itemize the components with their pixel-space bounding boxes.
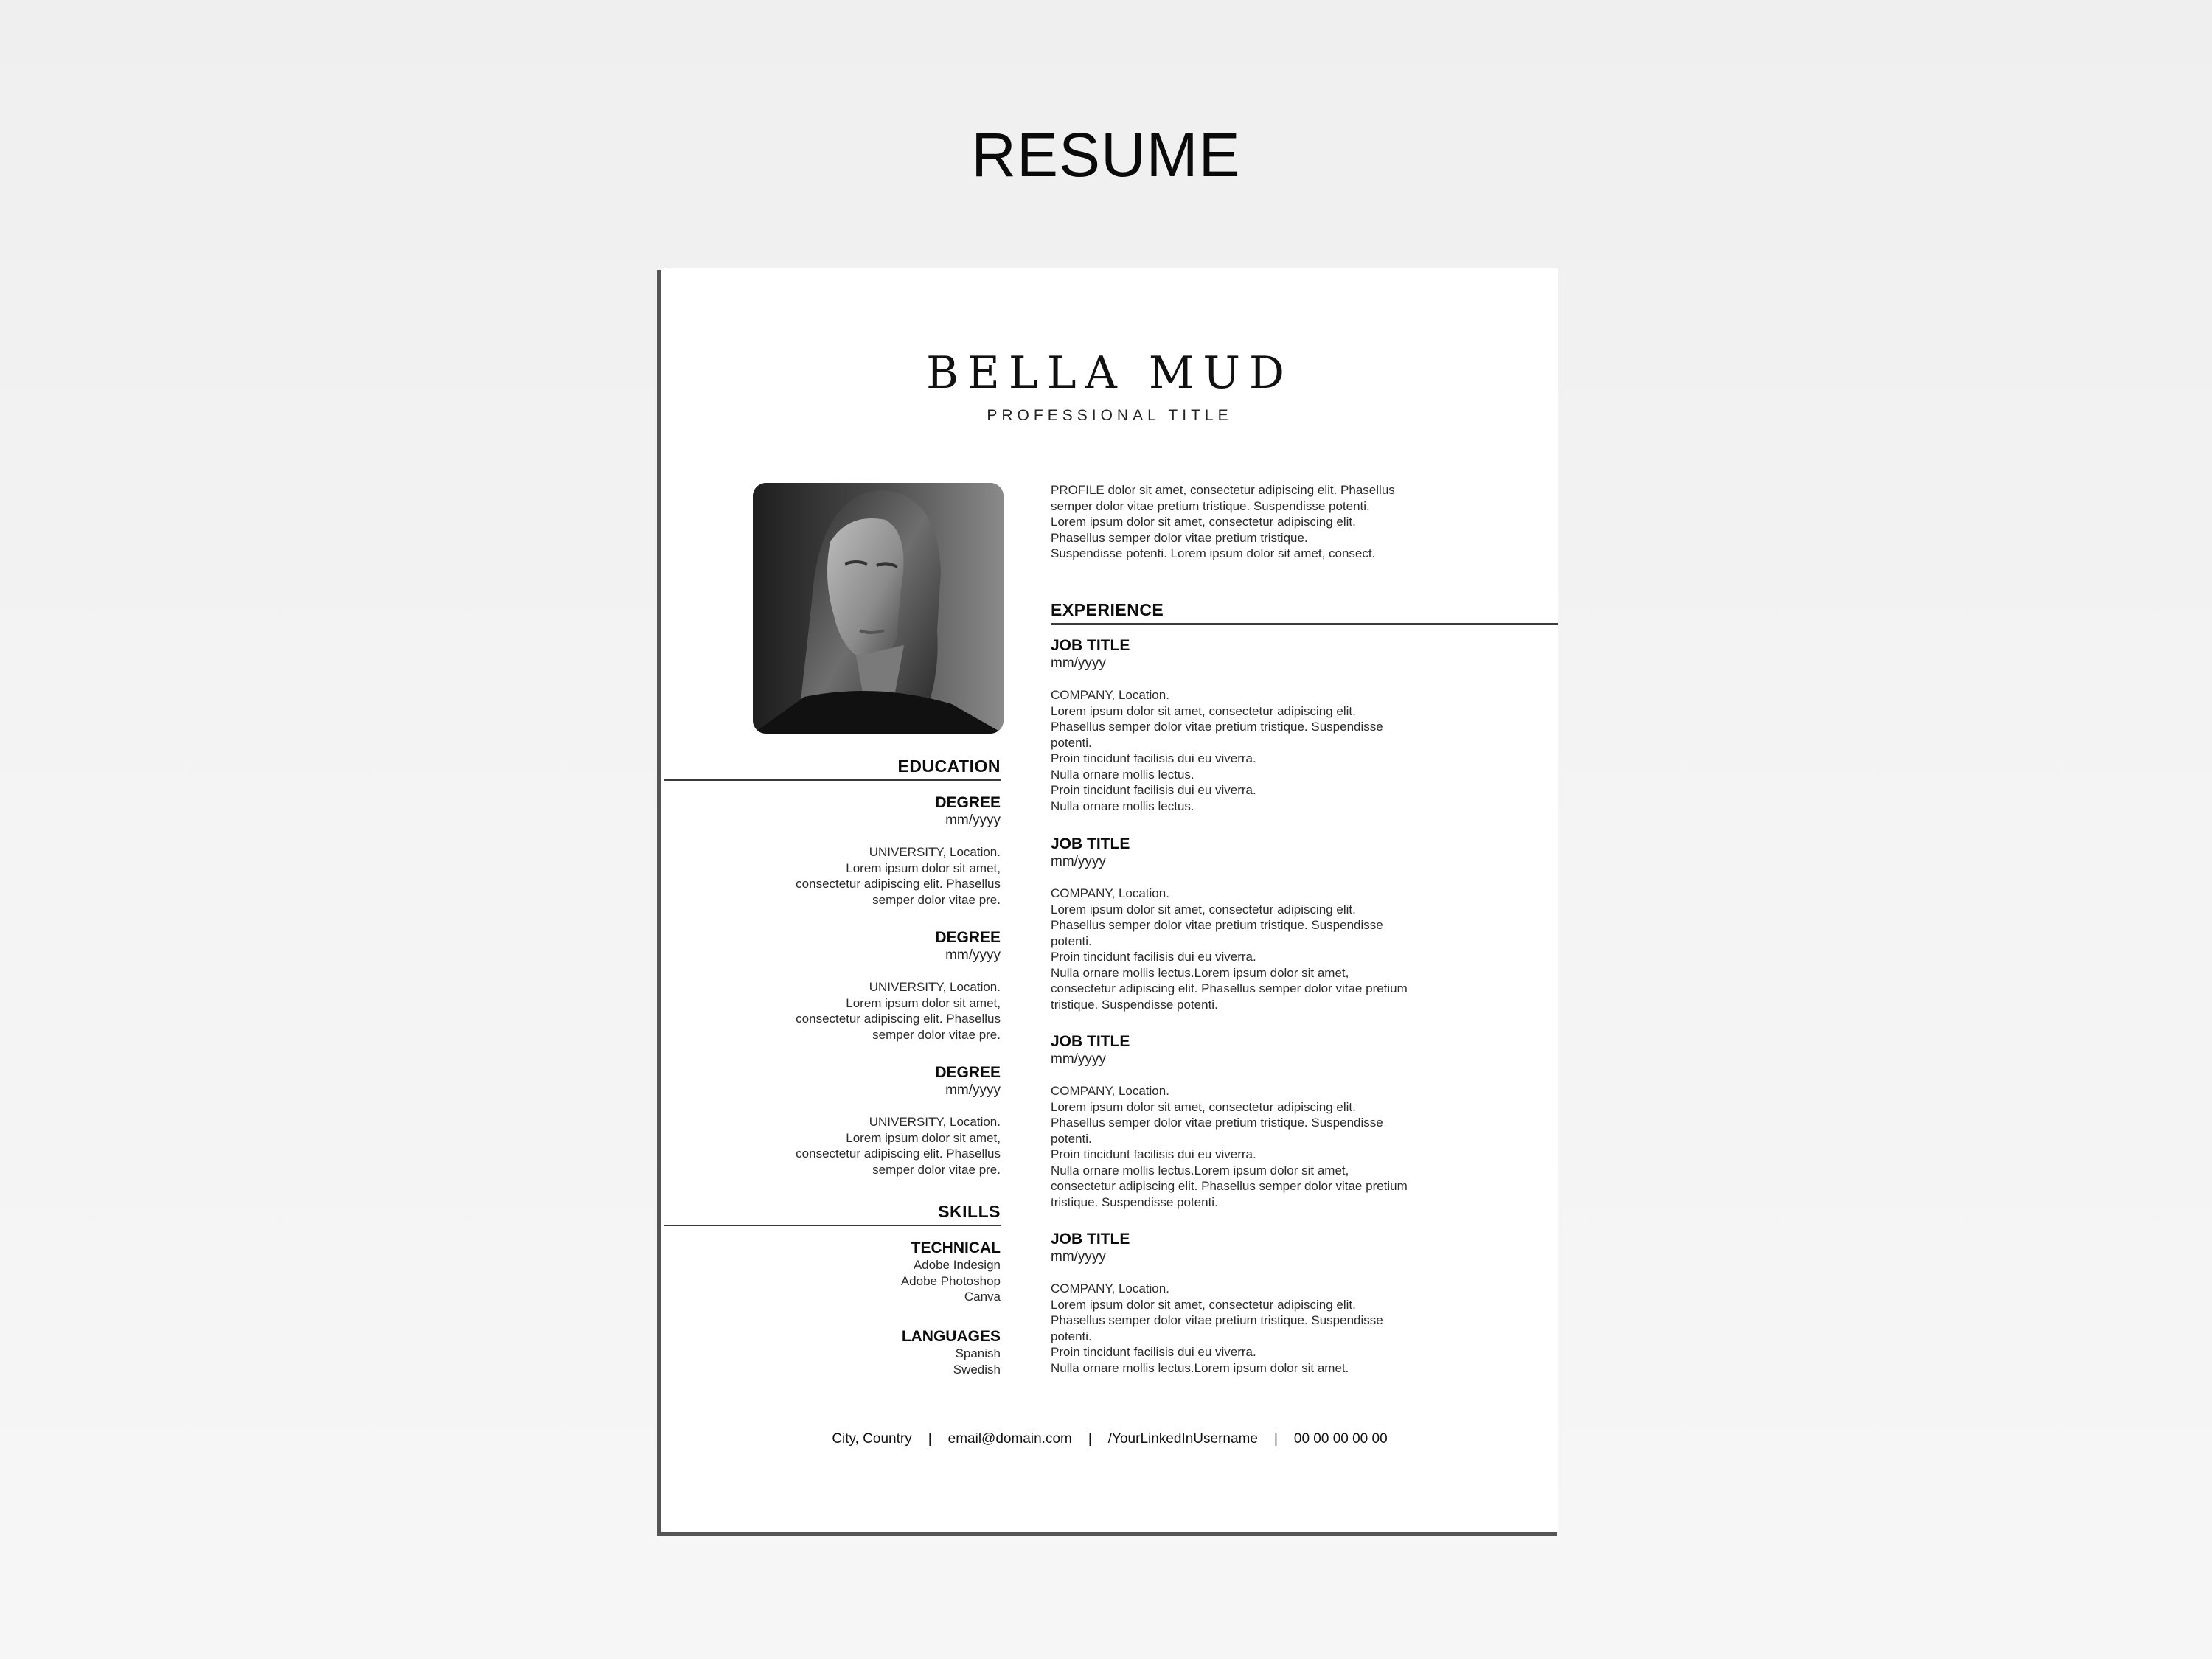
job-title: JOB TITLE bbox=[1051, 1033, 1130, 1050]
professional-title: PROFESSIONAL TITLE bbox=[987, 407, 1233, 424]
languages-skills bbox=[691, 1328, 1001, 1377]
footer-email: email@domain.com bbox=[947, 1431, 1072, 1447]
education-heading: EDUCATION bbox=[897, 757, 1001, 776]
degree-title: DEGREE bbox=[935, 1064, 1001, 1081]
contact-footer bbox=[661, 1431, 1558, 1447]
job-date: mm/yyyy bbox=[1051, 1051, 1106, 1067]
footer-separator: | bbox=[1088, 1431, 1092, 1447]
experience-divider bbox=[1051, 623, 1558, 625]
job-description: COMPANY, Location. Lorem ipsum dolor sit amet, consectetur adipiscing elit. Phasellus semper dolor vitae pretium tristique. Suspendisse potenti. Proin tincidunt facilisis dui eu viverra. Nulla ornare mollis lectus.Lorem ipsum dolor sit amet, consectetur adipiscing elit. Phasellus semper dolor vitae pretium tristique. Suspendisse potenti. bbox=[1051, 886, 1408, 1012]
footer-phone: 00 00 00 00 00 bbox=[1293, 1431, 1388, 1447]
skills-divider bbox=[664, 1225, 1001, 1226]
technical-skills bbox=[691, 1239, 1001, 1305]
job-title: JOB TITLE bbox=[1051, 637, 1130, 654]
degree-date: mm/yyyy bbox=[945, 947, 1001, 963]
job-date: mm/yyyy bbox=[1051, 854, 1106, 869]
footer-separator: | bbox=[1273, 1431, 1278, 1447]
job-description: COMPANY, Location. Lorem ipsum dolor sit amet, consectetur adipiscing elit. Phasellus semper dolor vitae pretium tristique. Suspendisse potenti. Proin tincidunt facilisis dui eu viverra. Nulla ornare mollis lectus.Lorem ipsum dolor sit amet, consectetur adipiscing elit. Phasellus semper dolor vitae pretium tristique. Suspendisse potenti. bbox=[1051, 1084, 1408, 1209]
language-item: Swedish bbox=[953, 1362, 1001, 1377]
degree-title: DEGREE bbox=[935, 794, 1001, 811]
job-date: mm/yyyy bbox=[1051, 655, 1106, 671]
resume-name: BELLA MUD bbox=[925, 347, 1294, 399]
skill-item: Adobe Photoshop bbox=[900, 1273, 1001, 1288]
languages-heading: LANGUAGES bbox=[901, 1328, 1001, 1345]
job-entry bbox=[1051, 637, 1530, 814]
job-entry bbox=[1051, 1033, 1530, 1210]
job-date: mm/yyyy bbox=[1051, 1249, 1106, 1265]
mockup-title: RESUME bbox=[971, 120, 1241, 189]
degree-title: DEGREE bbox=[935, 929, 1001, 946]
education-divider bbox=[664, 779, 1001, 781]
footer-linkedin: /YourLinkedInUsername bbox=[1107, 1431, 1258, 1447]
job-description: COMPANY, Location. Lorem ipsum dolor sit amet, consectetur adipiscing elit. Phasellus semper dolor vitae pretium tristique. Suspendisse potenti. Proin tincidunt facilisis dui eu viverra. Nulla ornare mollis lectus. Proin tincidunt facilisis dui eu viverra. Nulla ornare mollis lectus. bbox=[1051, 688, 1383, 813]
technical-heading: TECHNICAL bbox=[911, 1239, 1001, 1256]
job-title: JOB TITLE bbox=[1051, 1231, 1130, 1248]
education-item bbox=[691, 929, 1001, 1043]
experience-heading: EXPERIENCE bbox=[1051, 600, 1164, 619]
skill-item: Canva bbox=[964, 1290, 1001, 1304]
job-description: COMPANY, Location. Lorem ipsum dolor sit amet, consectetur adipiscing elit. Phasellus semper dolor vitae pretium tristique. Suspendisse potenti. Proin tincidunt facilisis dui eu viverra. Nulla ornare mollis lectus.Lorem ipsum dolor sit amet. bbox=[1051, 1281, 1383, 1375]
education-item bbox=[691, 1064, 1001, 1178]
degree-description: UNIVERSITY, Location. Lorem ipsum dolor sit amet, consectetur adipiscing elit. Phasellus semper dolor vitae pre. bbox=[796, 980, 1001, 1042]
skill-item: Adobe Indesign bbox=[913, 1258, 1001, 1272]
skills-heading: SKILLS bbox=[938, 1202, 1001, 1221]
resume-page bbox=[661, 268, 1558, 1532]
job-entry bbox=[1051, 835, 1530, 1012]
education-item bbox=[691, 794, 1001, 908]
degree-description: UNIVERSITY, Location. Lorem ipsum dolor sit amet, consectetur adipiscing elit. Phasellus semper dolor vitae pre. bbox=[796, 1115, 1001, 1177]
job-entry bbox=[1051, 1231, 1530, 1376]
footer-location: City, Country bbox=[832, 1431, 912, 1447]
degree-date: mm/yyyy bbox=[945, 1082, 1001, 1098]
degree-date: mm/yyyy bbox=[945, 813, 1001, 828]
job-title: JOB TITLE bbox=[1051, 835, 1130, 852]
degree-description: UNIVERSITY, Location. Lorem ipsum dolor sit amet, consectetur adipiscing elit. Phasellus semper dolor vitae pre. bbox=[796, 845, 1001, 907]
portrait-image bbox=[753, 483, 1004, 734]
footer-separator: | bbox=[928, 1431, 932, 1447]
profile-photo bbox=[753, 483, 1004, 734]
language-item: Spanish bbox=[955, 1346, 1001, 1360]
profile-text: PROFILE dolor sit amet, consectetur adipiscing elit. Phasellus semper dolor vitae pretium tristique. Suspendisse potenti. Lorem ipsum dolor sit amet, consectetur adipiscing elit. Phasellus semper dolor vitae pretium tristique. Suspendisse potenti. Lorem ipsum dolor sit amet, consect. bbox=[1051, 483, 1395, 560]
